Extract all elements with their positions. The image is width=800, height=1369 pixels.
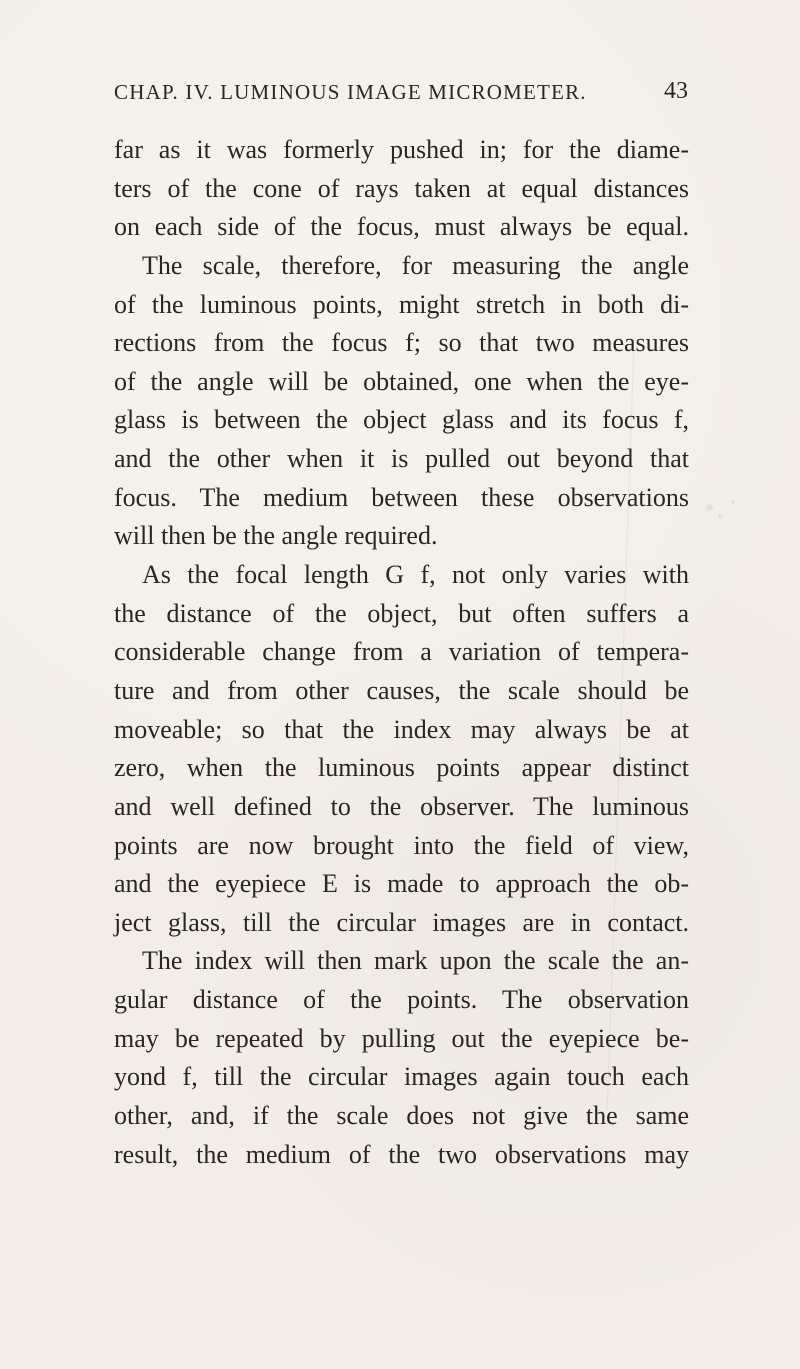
text-line: of the luminous points, might stretch in both di-: [114, 289, 689, 319]
text-line: on each side of the focus, must always be equal.: [114, 212, 689, 242]
text-line: other, and, if the scale does not give the same: [114, 1101, 689, 1131]
paper-spot: [706, 504, 713, 511]
text-line: and the eyepiece E is made to approach the ob-: [114, 869, 689, 899]
paper-spot: [731, 500, 735, 504]
text-line: moveable; so that the index may always be at: [114, 714, 689, 744]
text-line: and the other when it is pulled out beyond that: [114, 444, 689, 474]
text-line: The index will then mark upon the scale the an-: [142, 946, 689, 976]
page-number: 43: [664, 78, 688, 104]
text-line: yond f, till the circular images again touch each: [114, 1062, 689, 1092]
text-line: ters of the cone of rays taken at equal distances: [114, 173, 689, 203]
body-text: [114, 131, 689, 1174]
text-line: focus. The medium between these observations: [114, 482, 689, 512]
page-header: [114, 80, 688, 110]
text-line: gular distance of the points. The observation: [114, 985, 689, 1015]
text-line: ject glass, till the circular images are in contact.: [114, 907, 689, 937]
text-line: result, the medium of the two observations may: [114, 1139, 689, 1169]
text-line: considerable change from a variation of tempera-: [114, 637, 689, 667]
text-line: will then be the angle required.: [114, 521, 438, 551]
text-line: The scale, therefore, for measuring the angle: [142, 250, 689, 280]
text-line: ture and from other causes, the scale should be: [114, 675, 689, 705]
text-line: glass is between the object glass and its focus f,: [114, 405, 689, 435]
text-line: and well defined to the observer. The luminous: [114, 791, 689, 821]
text-line: zero, when the luminous points appear distinct: [114, 753, 689, 783]
running-head: CHAP. IV. LUMINOUS IMAGE MICROMETER.: [114, 80, 587, 104]
text-line: rections from the focus f; so that two measures: [114, 328, 689, 358]
text-line: far as it was formerly pushed in; for the diame-: [114, 135, 689, 164]
text-line: the distance of the object, but often suffers a: [114, 598, 689, 628]
text-line: As the focal length G f, not only varies with: [142, 560, 689, 590]
text-line: of the angle will be obtained, one when the eye-: [114, 366, 689, 396]
paper-spot: [718, 514, 723, 519]
text-line: points are now brought into the field of view,: [114, 830, 689, 860]
text-line: may be repeated by pulling out the eyepiece be-: [114, 1023, 689, 1053]
